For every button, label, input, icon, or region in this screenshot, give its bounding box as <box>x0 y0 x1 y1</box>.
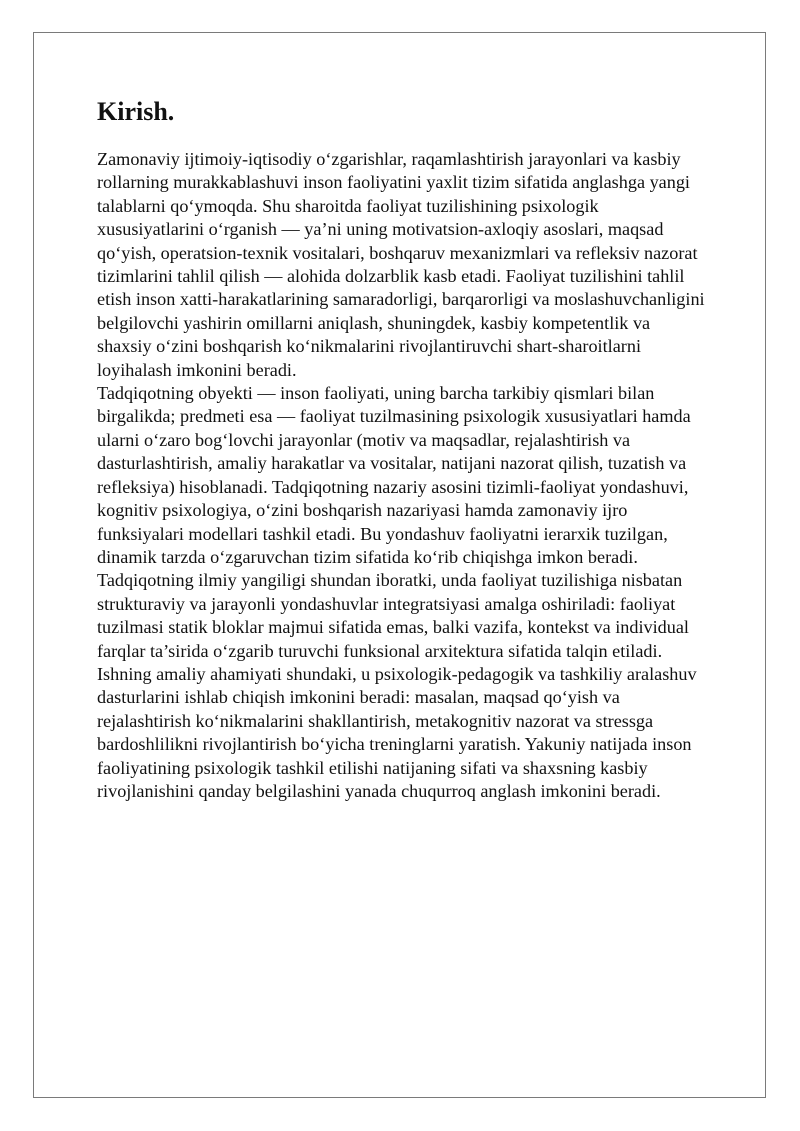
paragraph-object-subject: Tadqiqotning obyekti — inson faoliyati, uning barcha tarkibiy qismlari bilan birgalikda; predmeti esa — faoliyat tuzilmasining psixologik xususiyatlari hamda ularni o‘zaro bog‘lovchi jarayonlar (motiv va maqsadlar, rejalashtirish va dasturlashtirish, amaliy harakatlar va vositalar, natijani nazorat qilish, tuzatish va refleksiya) hisoblanadi. Tadqiqotning nazariy asosini tizimli-faoliyat yondashuvi, kognitiv psixologiya, o‘zini boshqarish nazariyasi hamda zamonaviy ijro funksiyalari modellari tashkil etadi. Bu yondashuv faoliyatni ierarxik tuzilgan, dinamik tarzda o‘zgaruvchan tizim sifatida ko‘rib chiqishga imkon beradi. <box>97 383 691 567</box>
paragraph-intro: Zamonaviy ijtimoiy-iqtisodiy o‘zgarishlar, raqamlashtirish jarayonlari va kasbiy rollarning murakkablashuvi inson faoliyatini yaxlit tizim sifatida anglashga yangi talablarni qo‘ymoqda. Shu sharoitda faoliyat tuzilishining psixologik xususiyatlarini o‘rganish — ya’ni uning motivatsion-axloqiy asoslari, maqsad qo‘yish, operatsion-texnik vositalari, boshqaruv mexanizmlari va refleksiv nazorat tizimlarini tahlil qilish — alohida dolzarblik kasb etadi. Faoliyat tuzilishini tahlil etish inson xatti-harakatlarining samaradorligi, barqarorligi va moslashuvchanligini belgilovchi yashirin omillarni aniqlash, shuningdek, kasbiy kompetentlik va shaxsiy o‘zini boshqarish ko‘nikmalarini rivojlantiruvchi shart-sharoitlarni loyihalash imkonini beradi. <box>97 149 705 380</box>
section-title: Kirish. <box>97 97 175 126</box>
document-body <box>97 96 709 803</box>
paragraph-novelty: Tadqiqotning ilmiy yangiligi shundan iboratki, unda faoliyat tuzilishiga nisbatan strukturaviy va jarayonli yondashuvlar integratsiyasi amalga oshiriladi: faoliyat tuzilmasi statik bloklar majmui sifatida emas, balki vazifa, kontekst va individual farqlar ta’sirida o‘zgarib turuvchi funksional arxitektura sifatida talqin etiladi. Ishning amaliy ahamiyati shundaki, u psixologik-pedagogik va tashkiliy aralashuv dasturlarini ishlab chiqish imkonini beradi: masalan, maqsad qo‘yish va rejalashtirish ko‘nikmalarini shakllantirish, metakognitiv nazorat va stressga bardoshlilikni rivojlantirish bo‘yicha treninglarni yaratish. Yakuniy natijada inson faoliyatining psixologik tashkil etilishi natijaning sifati va shaxsning kasbiy rivojlanishini qanday belgilashini yanada chuqurroq anglash imkonini beradi. <box>97 570 697 801</box>
